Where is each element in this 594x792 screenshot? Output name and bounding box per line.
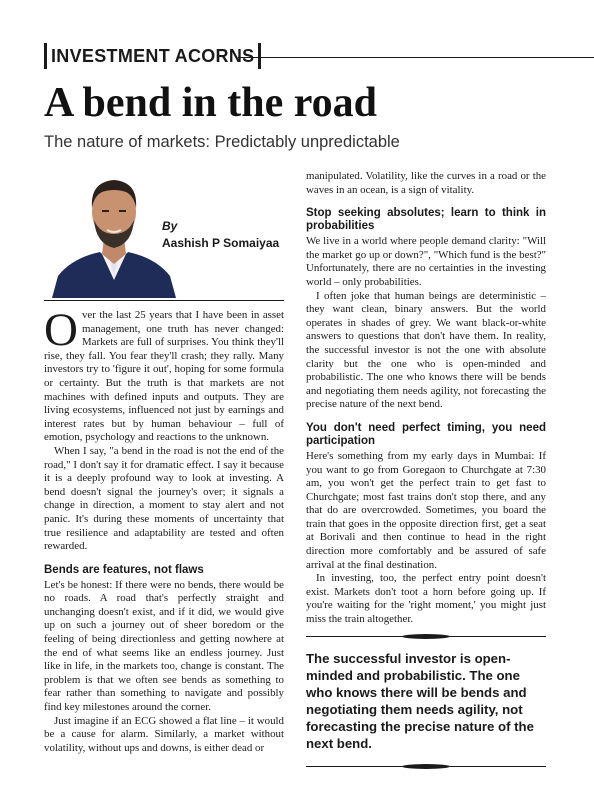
- pull-quote: [306, 630, 546, 772]
- section-tag: INVESTMENT ACORNS: [44, 43, 261, 69]
- paragraph: manipulated. Volatility, like the curves in a road or the waves in an ocean, is a sign of vitality.: [306, 170, 546, 196]
- paragraph-text: ver the last 25 years that I have been in asset management, one truth has never changed: Markets are full of surprises. You think they'll rise, they fall. You fear they'll crash; they rally. Many investors try to 'figure it out', hoping for some formula or certainty. But the truth is that markets are not machines with defined inputs and outputs. They are living ecosystems, influenced not just by earnings and interest rates but by human behaviour – full of emotion, psychology and reactions to the unknown.: [44, 309, 284, 444]
- subhead: Stop seeking absolutes; learn to think in probabilities: [306, 207, 546, 233]
- pull-quote-rule-bottom: [306, 760, 546, 772]
- byline-rule: [44, 300, 284, 301]
- author-box: [44, 163, 284, 298]
- byline-prefix: By: [162, 219, 178, 233]
- right-body: [306, 170, 546, 627]
- left-column: [44, 163, 284, 755]
- paragraph: In investing, too, the perfect entry point doesn't exist. Markets don't toot a horn before going up. If you're waiting for the 'right moment,' you might just miss the train altogether.: [306, 572, 546, 626]
- standfirst: The nature of markets: Predictably unpredictable: [44, 133, 400, 151]
- subhead: Bends are features, not flaws: [44, 563, 204, 576]
- left-body: [44, 304, 284, 755]
- paragraph: We live in a world where people demand clarity: "Will the market go up or down?", "Which fund is the best?" Unfortunately, there are no certainties in the investing world – only probabilities.: [306, 235, 546, 288]
- dropcap: O: [44, 304, 78, 356]
- right-column: [306, 170, 546, 627]
- pull-quote-text: The successful investor is open-minded and probabilistic. The one who knows there will be bends and negotiating them needs agility, not forecasting the precise nature of the next bend.: [306, 651, 534, 751]
- paragraph: Here's something from my early days in Mumbai: If you want to go from Goregaon to Churchgate at 7:30 am, you won't get the perfect train to get fast to Churchgate; most fast trains don't stop there, and any that do are overcrowded. Sometimes, you board the train that goes in the opposite direction first, get a seat at Borivali and then continue to head in the right direction more comfortably and be assured of safe arrival at the final destination.: [306, 449, 546, 571]
- subhead: You don't need perfect timing, you need participation: [306, 421, 546, 447]
- pull-quote-rule-top: [306, 630, 546, 642]
- author-name: Aashish P Somaiyaa: [162, 236, 280, 250]
- headline: A bend in the road: [44, 80, 377, 126]
- section-rule: [238, 57, 594, 58]
- paragraph: Let's be honest: If there were no bends, there would be no roads. A road that's perfectly straight and unchanging doesn't exist, and if it did, we would give up on such a journey out of sheer boredom or the feeling of being directionless and getting nowhere at the end of what seems like an endless journey. Just like in life, in the markets too, change is constant. The problem is that we often see bends as something to fear rather than something to navigate and possibly find key milestones around the corner.: [44, 578, 284, 714]
- paragraph: I often joke that human beings are deterministic – they want clean, binary answers. But the world operates in shades of grey. We want black-or-white answers to questions that don't have them. In reality, the successful investor is not the one with absolute clarity but the one who is open-minded and probabilistic. The one who knows there will be bends and negotiating them needs agility, not forecasting the precise nature of the next bend.: [306, 289, 546, 411]
- paragraph: [44, 304, 284, 445]
- paragraph: Just imagine if an ECG showed a flat line – it would be a cause for alarm. Similarly, a market without volatility, without ups and downs, is either dead or: [44, 714, 284, 754]
- paragraph: When I say, "a bend in the road is not the end of the road," I don't say it for dramatic effect. I say it because it is a deeply profound way to look at investing. A bend doesn't signal the journey's over; it signals a change in direction, a moment to stay alert and not panic. It's during these moments of uncertainty that true resilience and adaptability are tested and often rewarded.: [44, 444, 284, 553]
- byline: [162, 218, 279, 252]
